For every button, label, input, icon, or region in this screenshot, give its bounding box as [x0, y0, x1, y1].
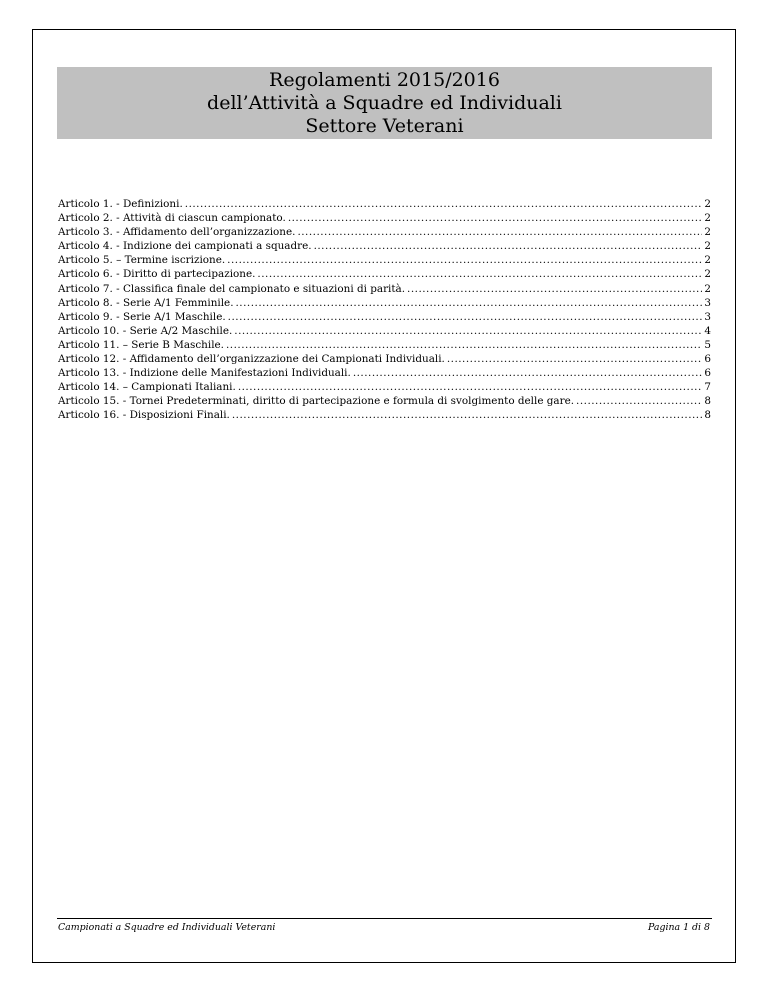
toc-entry-9[interactable] [58, 310, 711, 324]
toc-leader-dots [447, 352, 703, 366]
toc-entry-4[interactable] [58, 239, 711, 253]
toc-entry-title: Articolo 13. - Indizione delle Manifestazioni Individuali. [58, 367, 351, 380]
toc-entry-1[interactable] [58, 197, 711, 211]
toc-entry-page: 2 [704, 240, 711, 253]
toc-leader-dots [232, 408, 703, 422]
toc-entry-11[interactable] [58, 338, 711, 352]
toc-leader-dots [353, 366, 703, 380]
toc-leader-dots [236, 296, 703, 310]
title-banner [57, 67, 712, 139]
table-of-contents [58, 197, 711, 423]
toc-entry-title: Articolo 5. – Termine iscrizione. [58, 254, 226, 267]
toc-entry-6[interactable] [58, 267, 711, 281]
toc-entry-title: Articolo 7. - Classifica finale del campionato e situazioni di parità. [58, 282, 406, 295]
toc-entry-page: 3 [704, 310, 711, 323]
toc-leader-dots [226, 338, 702, 352]
toc-entry-title: Articolo 16. - Disposizioni Finali. [58, 409, 230, 422]
toc-leader-dots [234, 324, 702, 338]
toc-entry-page: 5 [704, 338, 711, 351]
toc-entry-16[interactable] [58, 408, 711, 422]
toc-entry-7[interactable] [58, 282, 711, 296]
toc-leader-dots [257, 267, 702, 281]
toc-entry-page: 2 [704, 198, 711, 210]
toc-entry-page: 2 [704, 212, 711, 225]
toc-entry-page: 2 [704, 226, 711, 239]
toc-entry-page: 7 [704, 381, 711, 394]
toc-entry-13[interactable] [58, 366, 711, 380]
toc-entry-page: 2 [704, 282, 711, 295]
toc-entry-page: 6 [704, 353, 711, 366]
toc-entry-title: Articolo 4. - Indizione dei campionati a squadre. [58, 240, 312, 253]
toc-entry-title: Articolo 15. - Tornei Predeterminati, diritto di partecipazione e formula di svolgimento delle gare. [58, 395, 575, 408]
toc-entry-title: Articolo 9. - Serie A/1 Maschile. [58, 310, 226, 323]
toc-entry-page: 2 [704, 268, 711, 281]
toc-entry-title: Articolo 6. - Diritto di partecipazione. [58, 268, 256, 281]
title-line-3: Settore Veterani [305, 115, 464, 137]
toc-entry-page: 8 [704, 395, 711, 408]
toc-entry-page: 4 [704, 324, 711, 337]
toc-leader-dots [407, 282, 702, 296]
toc-leader-dots [185, 197, 703, 211]
toc-entry-title: Articolo 8. - Serie A/1 Femminile. [58, 296, 234, 309]
title-line-2: dell’Attività a Squadre ed Individuali [207, 92, 562, 114]
toc-entry-page: 6 [704, 367, 711, 380]
toc-entry-page: 8 [704, 409, 711, 422]
toc-entry-15[interactable] [58, 394, 711, 408]
toc-entry-page: 2 [704, 254, 711, 267]
toc-entry-title: Articolo 11. – Serie B Maschile. [58, 338, 224, 351]
toc-entry-page: 3 [704, 296, 711, 309]
toc-entry-10[interactable] [58, 324, 711, 338]
toc-entry-3[interactable] [58, 225, 711, 239]
toc-leader-dots [227, 253, 702, 267]
footer-divider [57, 918, 712, 919]
toc-entry-title: Articolo 2. - Attività di ciascun campionato. [58, 212, 286, 225]
toc-entry-12[interactable] [58, 352, 711, 366]
toc-leader-dots [314, 239, 703, 253]
footer-page-number: Pagina 1 di 8 [648, 922, 710, 933]
page-border [32, 29, 736, 963]
toc-entry-title: Articolo 12. - Affidamento dell’organizzazione dei Campionati Individuali. [58, 353, 445, 366]
toc-entry-title: Articolo 3. - Affidamento dell’organizzazione. [58, 226, 296, 239]
toc-entry-8[interactable] [58, 296, 711, 310]
toc-leader-dots [576, 394, 702, 408]
toc-leader-dots [238, 380, 703, 394]
toc-entry-title: Articolo 14. – Campionati Italiani. [58, 381, 236, 394]
toc-entry-5[interactable] [58, 253, 711, 267]
toc-entry-title: Articolo 1. - Definizioni. [58, 198, 183, 210]
title-line-1: Regolamenti 2015/2016 [269, 69, 500, 91]
toc-entry-title: Articolo 10. - Serie A/2 Maschile. [58, 324, 233, 337]
toc-leader-dots [288, 211, 703, 225]
toc-entry-2[interactable] [58, 211, 711, 225]
toc-entry-14[interactable] [58, 380, 711, 394]
footer-document-title: Campionati a Squadre ed Individuali Veterani [58, 922, 276, 933]
toc-leader-dots [228, 310, 703, 324]
toc-leader-dots [297, 225, 702, 239]
